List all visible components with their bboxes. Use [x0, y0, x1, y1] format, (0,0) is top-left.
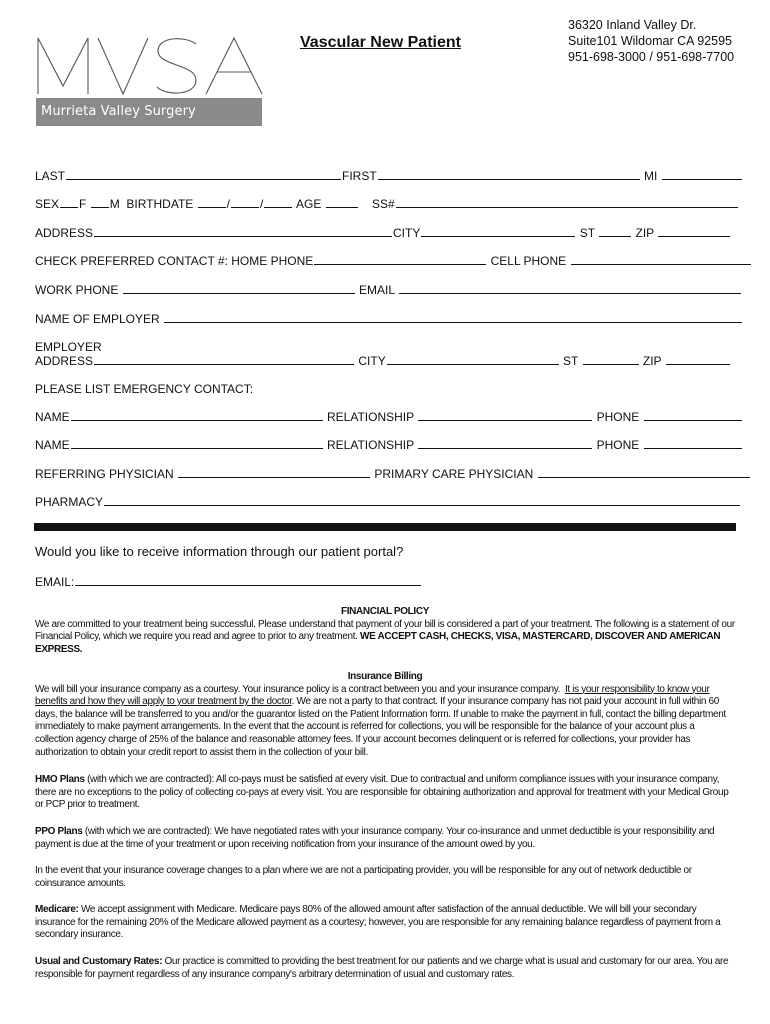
st-label: ST [579, 226, 595, 240]
primary-field[interactable] [538, 467, 750, 478]
primary-label: PRIMARY CARE PHYSICIAN [374, 467, 534, 481]
physician-row [35, 467, 751, 481]
mi-field[interactable] [662, 169, 742, 180]
email-label: EMAIL [359, 283, 395, 297]
employer-zip-field[interactable] [666, 354, 730, 365]
state-field[interactable] [599, 226, 631, 237]
employer-label: EMPLOYER [35, 340, 102, 354]
ucr-text: Our practice is committed to providing the best treatment for our patients and we charge what is usual and customary for our area. You are responsible for payment regardless of any insurance company's arbitrary determination of usual and customary rates. [35, 956, 729, 980]
relationship-label: RELATIONSHIP [327, 438, 414, 452]
address-label: ADDRESS [35, 226, 94, 240]
f-label: F [79, 197, 87, 211]
employer-zip-label: ZIP [642, 354, 662, 368]
pharmacy-row [35, 495, 741, 509]
insurance-text-1: We will bill your insurance company as a courtesy. Your insurance policy is a contract between you and your insurance company. [35, 683, 561, 695]
first-name-field[interactable] [378, 169, 640, 180]
employer-address-label: ADDRESS [35, 354, 94, 368]
mvsa-logo-icon [36, 36, 264, 96]
insurance-billing-heading: Insurance Billing [347, 671, 423, 682]
portal-email-label: EMAIL: [35, 575, 75, 589]
practice-address [568, 17, 734, 65]
relationship-label: RELATIONSHIP [327, 410, 414, 424]
employer-address-row [35, 340, 731, 368]
cell-phone-label: CELL PHONE [490, 254, 567, 268]
payment-methods: WE ACCEPT CASH, CHECKS, VISA, MASTERCARD, DISCOVER AND AMERICAN EXPRESS. [35, 631, 721, 655]
employer-name-field[interactable] [164, 312, 742, 323]
emergency-phone-field-1[interactable] [644, 410, 742, 421]
hmo-label: HMO Plans [35, 774, 85, 785]
address-field[interactable] [94, 226, 392, 237]
birth-day-field[interactable] [231, 197, 259, 208]
emergency-row-1 [35, 410, 743, 424]
hmo-section [35, 774, 735, 812]
ppo-section [35, 826, 735, 851]
zip-field[interactable] [658, 226, 730, 237]
employer-name-label: NAME OF EMPLOYER [35, 312, 160, 326]
employer-state-field[interactable] [583, 354, 639, 365]
emergency-name-label: NAME [35, 438, 70, 452]
home-phone-field[interactable] [314, 254, 486, 265]
insurance-responsibility: It is your responsibility to know your benefits and how they will apply to your treatment by the doctor [35, 683, 710, 708]
address-line-1: 36320 Inland Valley Dr. [568, 18, 697, 32]
ss-field[interactable] [396, 197, 738, 208]
address-line-2: Suite101 Wildomar CA 92595 [568, 34, 732, 48]
emergency-heading: PLEASE LIST EMERGENCY CONTACT: [35, 382, 254, 396]
contact-row [35, 254, 752, 268]
cell-phone-field[interactable] [571, 254, 751, 265]
page-title: Vascular New Patient [300, 34, 461, 51]
demographics-row: SEX F M BIRTHDATE / / AGE SS# [35, 197, 739, 211]
portal-question: Would you like to receive information through our patient portal? [35, 544, 404, 559]
last-name-field[interactable] [66, 169, 341, 180]
ppo-text: (with which we are contracted): We have negotiated rates with your insurance company. Your co-insurance and unmet deductible is your responsibility and payment is due at the time of your treatment or upon receiving notification from your insurance of the amount owed by you. [35, 826, 715, 850]
work-phone-label: WORK PHONE [35, 283, 119, 297]
age-field[interactable] [326, 197, 358, 208]
financial-policy-text: We are committed to your treatment being successful. Please understand that payment of your bill is considered a part of your treatment. The following is a statement of our Financial Policy, which we require you read and agree to prior to any treatment. [35, 618, 735, 643]
referring-field[interactable] [178, 467, 370, 478]
ucr-label: Usual and Customary Rates: [35, 956, 163, 967]
name-row [35, 169, 743, 183]
insurance-text-2: . We are not a party to that contract. If your insurance company has not paid your account in full within 60 days, the balance will be transferred to you and/or the guarantor listed on the Patient Information form. If unable to make the payment in full, contact the billing department immediately to make payment arrangements. In the event that the account is referred for collections, you will be responsible for the balance of your account plus a collection agency charge of 25% of the balance and reasonable attorney fees. If your account becomes delinquent or is referred for collections, your provider has authorization to obtain your credit report to assist them in the collection of your bill. [35, 696, 726, 758]
relationship-field-2[interactable] [418, 438, 592, 449]
employer-city-label: CITY [358, 354, 386, 368]
emergency-name-field-1[interactable] [71, 410, 323, 421]
financial-policy-heading: FINANCIAL POLICY [340, 606, 430, 617]
section-divider [34, 523, 736, 531]
sex-label: SEX [35, 197, 60, 211]
m-label: M [109, 197, 120, 211]
financial-policy-section [35, 606, 735, 656]
ucr-section [35, 956, 735, 981]
birth-year-field[interactable] [264, 197, 292, 208]
first-label: FIRST [342, 169, 377, 183]
emergency-name-label: NAME [35, 410, 70, 424]
birthdate-label: BIRTHDATE [126, 197, 194, 211]
mi-label: MI [644, 169, 658, 183]
phone-label: PHONE [596, 410, 640, 424]
email-field[interactable] [399, 283, 741, 294]
medicare-section [35, 904, 735, 942]
age-label: AGE [295, 197, 322, 211]
ppo-label: PPO Plans [35, 826, 83, 837]
employer-address-field[interactable] [94, 354, 354, 365]
relationship-field-1[interactable] [418, 410, 592, 421]
work-row [35, 283, 742, 297]
zip-label: ZIP [635, 226, 654, 240]
pharmacy-field[interactable] [104, 495, 740, 506]
medicare-label: Medicare: [35, 904, 79, 915]
phone-label: PHONE [596, 438, 640, 452]
emergency-name-field-2[interactable] [71, 438, 323, 449]
home-phone-label: CHECK PREFERRED CONTACT #: HOME PHONE [35, 254, 314, 268]
portal-email-row [35, 575, 422, 589]
city-label: CITY [393, 226, 421, 240]
portal-email-field[interactable] [75, 575, 421, 586]
hmo-text: (with which we are contracted): All co-pays must be satisfied at every visit. Due to contractual and uniform compliance issues with your insurance company, there are no exceptions to the policy of collecting co-pays at every visit. You are responsible for obtaining authorization and approval for treatment with your Medical Group or PCP prior to treatment. [35, 774, 729, 811]
sex-f-field[interactable] [60, 197, 78, 208]
work-phone-field[interactable] [123, 283, 355, 294]
ss-label: SS# [372, 197, 395, 211]
pharmacy-label: PHARMACY [35, 495, 104, 509]
employer-row [35, 312, 743, 326]
employer-st-label: ST [563, 354, 579, 368]
last-label: LAST [35, 169, 66, 183]
sex-m-field[interactable] [91, 197, 109, 208]
city-field[interactable] [421, 226, 575, 237]
employer-city-field[interactable] [387, 354, 559, 365]
birth-month-field[interactable] [198, 197, 226, 208]
logo-subtitle: Murrieta Valley Surgery Associates [36, 98, 262, 126]
emergency-row-2 [35, 438, 743, 452]
phone-numbers: 951-698-3000 / 951-698-7700 [568, 50, 735, 64]
address-row [35, 226, 731, 240]
referring-label: REFERRING PHYSICIAN [35, 467, 174, 481]
medicare-text: We accept assignment with Medicare. Medicare pays 80% of the allowed amount after satisfaction of the annual deductible. We will bill your secondary insurance for the remaining 20% of the Medicare allowed payment as a courtesy; however, you are responsible for any remaining balance regardless of payment from a secondary insurance. [35, 904, 721, 941]
insurance-billing-section [35, 671, 735, 759]
coverage-change-section: In the event that your insurance coverage changes to a plan where we are not a participating provider, you will be responsible for any out of network deductible or coinsurance amounts. [35, 865, 692, 889]
emergency-phone-field-2[interactable] [644, 438, 742, 449]
